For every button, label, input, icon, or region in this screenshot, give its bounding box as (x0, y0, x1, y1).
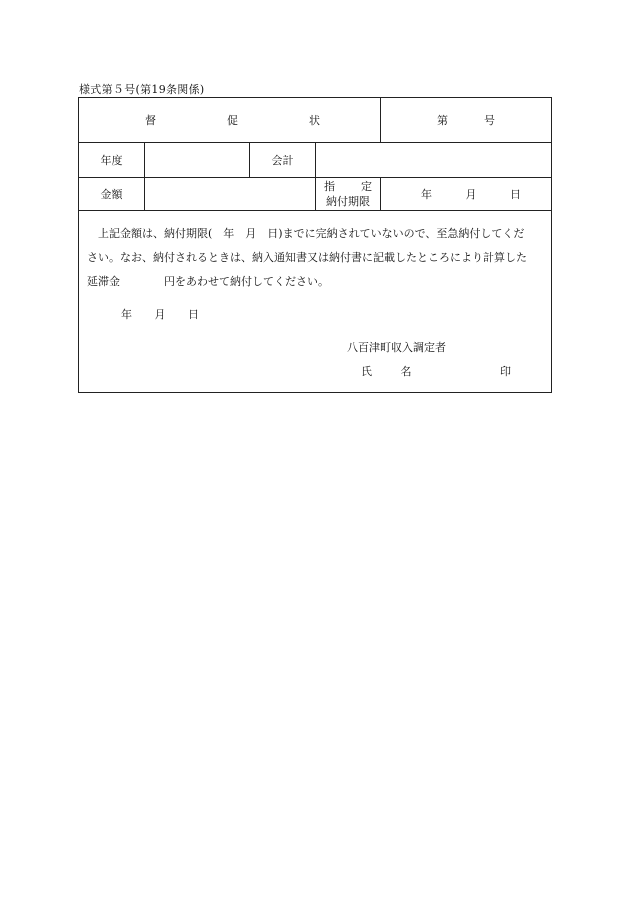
row-divider-3 (79, 210, 551, 211)
demand-notice-form (78, 97, 552, 393)
due-date-year: 年 (421, 188, 432, 201)
fiscal-year-label: 年度 (100, 154, 123, 167)
name-char-2: 名 (400, 365, 412, 378)
issue-year: 年 (121, 308, 132, 321)
title-char-1: 督 (145, 114, 156, 127)
body-line-2: さい。なお、納付されるときは、納入通知書又は納付書に記載したところにより計算した (87, 251, 527, 264)
body-line-3 (87, 270, 545, 294)
number-prefix: 第 (437, 114, 448, 127)
account-value (316, 143, 551, 177)
document-number (437, 98, 495, 142)
issue-month: 月 (154, 308, 166, 321)
designated-char-1: 指 (324, 180, 335, 193)
account-label: 会計 (271, 154, 294, 167)
name-char-1: 氏 (361, 365, 372, 378)
due-date-value (421, 178, 521, 210)
body-line-1: 上記金額は、納付期限( 年 月 日)までに完納されていないので、至急納付してくだ (98, 227, 525, 240)
due-date-day: 日 (510, 188, 521, 201)
form-title (145, 98, 320, 142)
due-date-month: 月 (465, 188, 477, 201)
title-char-3: 状 (309, 114, 320, 127)
fiscal-year-value (145, 143, 249, 177)
designated-due-date-label (316, 178, 380, 210)
late-fee-label: 延滞金 (87, 275, 120, 288)
seal-mark: 印 (500, 365, 511, 378)
late-fee-text: 円をあわせて納付してください。 (164, 275, 329, 288)
issue-date (121, 303, 199, 325)
title-char-2: 促 (227, 114, 238, 127)
due-date-label: 納付期限 (326, 195, 370, 208)
notice-body (87, 222, 545, 294)
number-suffix: 号 (484, 114, 495, 127)
issue-day: 日 (188, 308, 199, 321)
issuer-title: 八百津町収入調定者 (347, 341, 446, 354)
form-number: 様式第５号(第19条関係) (79, 83, 205, 96)
amount-label: 金額 (100, 188, 123, 201)
designated-char-2: 定 (361, 180, 372, 193)
col-divider-designated-right (380, 177, 381, 210)
amount-value (145, 178, 315, 210)
col-divider-title (380, 98, 381, 142)
issuer-signature-line (361, 360, 511, 382)
